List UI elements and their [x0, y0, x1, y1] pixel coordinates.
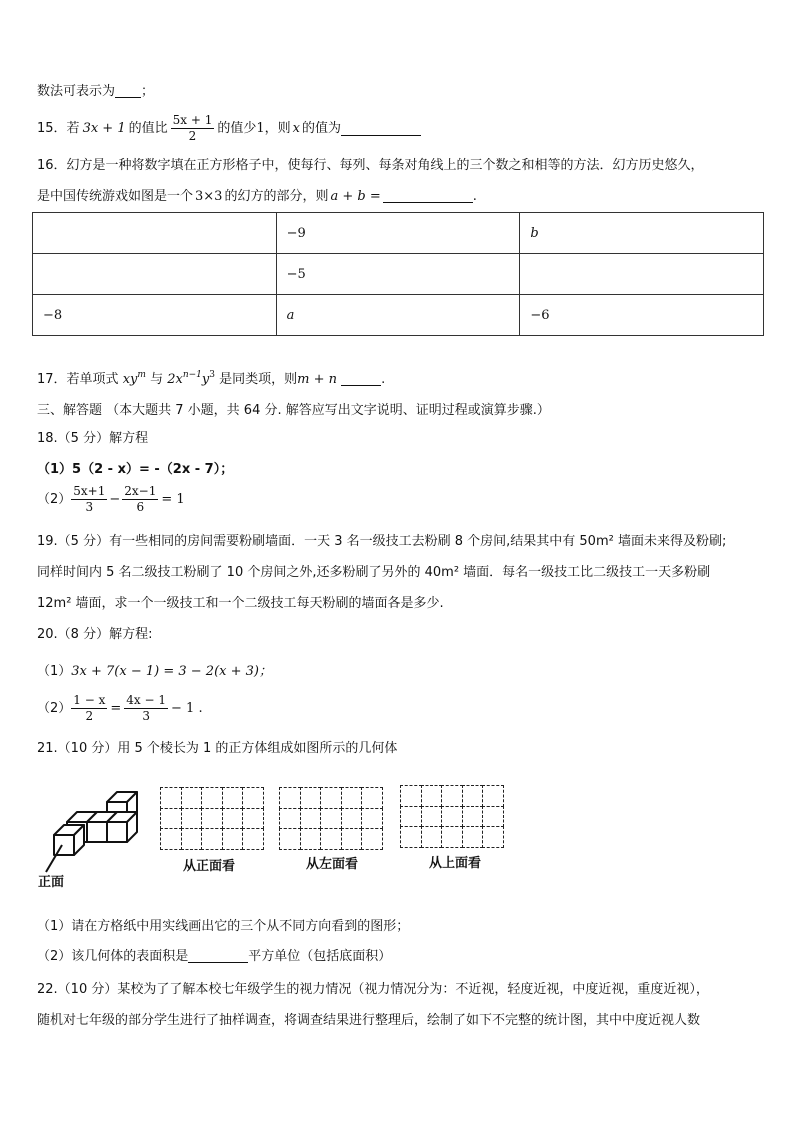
- grid-cell[interactable]: [361, 808, 383, 830]
- question-22-line1: 22.（10 分）某校为了了解本校七年级学生的视力情况（视力情况分为：不近视，轻度近视，中度近视，重度近视），: [37, 982, 709, 997]
- grid-cell[interactable]: [279, 787, 301, 809]
- table-cell: a: [276, 295, 520, 336]
- grid-cell[interactable]: [300, 787, 322, 809]
- grid-cell[interactable]: [421, 806, 443, 828]
- grid-cell[interactable]: [482, 806, 504, 828]
- table-row: [33, 254, 764, 295]
- grid-cell[interactable]: [482, 785, 504, 807]
- grid-paper-front[interactable]: [160, 787, 263, 849]
- magic-square-table: [32, 212, 764, 336]
- grid-cell[interactable]: [300, 808, 322, 830]
- answer-blank: [341, 373, 381, 386]
- question-18-part1: （1）5（2 - x）= -（2x - 7）；: [37, 462, 234, 477]
- question-21-part2: （2）该几何体的表面积是 平方单位（包括底面积）: [37, 949, 392, 964]
- question-18-part2: （2） $\frac{5x+1}{3}$ − $\frac{2x-1}{6}$ = 1: [37, 484, 185, 515]
- question-21-part1: （1）请在方格纸中用实线画出它的三个从不同方向看到的图形；: [37, 919, 410, 934]
- grid-cell[interactable]: [279, 808, 301, 830]
- table-cell: [33, 254, 277, 295]
- grid-cell[interactable]: [201, 787, 223, 809]
- grid-cell[interactable]: [160, 787, 182, 809]
- question-20-part1: （1）3x + 7(x − 1) = 3 − 2(x + 3)；: [37, 664, 272, 679]
- question-19-line1: 19.（5 分）有一些相同的房间需要粉刷墙面．一天 3 名一级技工去粉刷 8 个房间,结果其中有 50m² 墙面未来得及粉刷;: [37, 534, 727, 549]
- table-cell: −9: [276, 213, 520, 254]
- grid-cell[interactable]: [181, 808, 203, 830]
- answer-blank: [188, 950, 248, 963]
- grid-cell[interactable]: [222, 828, 244, 850]
- grid-cell[interactable]: [400, 785, 422, 807]
- grid-paper-top[interactable]: [400, 785, 503, 847]
- section-heading: 三、解答题 （本大题共 7 小题，共 64 分. 解答应写出文字说明、证明过程或演算步骤.）: [37, 403, 550, 418]
- view-label-left: 从左面看: [306, 857, 359, 872]
- fraction: $\frac{5x + 1}{2}$: [172, 113, 213, 144]
- grid-cell[interactable]: [361, 828, 383, 850]
- fraction: $\frac{1 - x}{2}$: [73, 693, 106, 724]
- question-16-line2: 是中国传统游戏如图是一个 3×3 的幻方的部分，则 a + b = .: [37, 189, 477, 204]
- grid-cell[interactable]: [181, 787, 203, 809]
- grid-cell[interactable]: [181, 828, 203, 850]
- grid-cell[interactable]: [341, 828, 363, 850]
- question-22-line2: 随机对七年级的部分学生进行了抽样调查，将调查结果进行整理后，绘制了如下不完整的统计图，其中中度近视人数: [37, 1013, 701, 1028]
- grid-cell[interactable]: [242, 808, 264, 830]
- grid-cell[interactable]: [279, 828, 301, 850]
- grid-cell[interactable]: [201, 828, 223, 850]
- fraction: $\frac{5x+1}{3}$: [73, 484, 106, 515]
- view-label-top: 从上面看: [429, 856, 482, 871]
- question-21-title: 21.（10 分）用 5 个棱长为 1 的正方体组成如图所示的几何体: [37, 741, 398, 756]
- grid-cell[interactable]: [242, 828, 264, 850]
- question-20-title: 20.（8 分）解方程:: [37, 627, 153, 642]
- prev-question-tail: 数法可表示为 ；: [37, 84, 155, 99]
- question-20-part2: （2） $\frac{1 - x}{2}$ = $\frac{4x - 1}{3}$ − 1 .: [37, 693, 203, 724]
- question-17: 17．若单项式 $xy^m$ 与 $2x^{n-1}y^3$ 是同类项，则m + n .: [37, 370, 386, 387]
- grid-cell[interactable]: [320, 828, 342, 850]
- grid-cell[interactable]: [160, 828, 182, 850]
- grid-cell[interactable]: [441, 785, 463, 807]
- question-19-line3: 12m² 墙面，求一个一级技工和一个二级技工每天粉刷的墙面各是多少.: [37, 596, 444, 611]
- question-18-title: 18.（5 分）解方程: [37, 431, 149, 446]
- view-label-front: 从正面看: [183, 859, 236, 874]
- grid-cell[interactable]: [320, 808, 342, 830]
- grid-cell[interactable]: [242, 787, 264, 809]
- grid-cell[interactable]: [421, 826, 443, 848]
- answer-blank: [341, 121, 421, 136]
- table-cell: [520, 254, 764, 295]
- grid-cell[interactable]: [441, 826, 463, 848]
- grid-cell[interactable]: [361, 787, 383, 809]
- grid-cell[interactable]: [341, 808, 363, 830]
- grid-cell[interactable]: [300, 828, 322, 850]
- grid-cell[interactable]: [462, 826, 484, 848]
- grid-cell[interactable]: [341, 787, 363, 809]
- table-cell: −6: [520, 295, 764, 336]
- table-cell: −5: [276, 254, 520, 295]
- grid-paper-left[interactable]: [279, 787, 382, 849]
- table-cell: −8: [33, 295, 277, 336]
- grid-cell[interactable]: [400, 806, 422, 828]
- front-label: 正面: [38, 875, 65, 890]
- grid-cell[interactable]: [160, 808, 182, 830]
- grid-cell[interactable]: [482, 826, 504, 848]
- grid-cell[interactable]: [320, 787, 342, 809]
- grid-cell[interactable]: [441, 806, 463, 828]
- fraction: $\frac{4x - 1}{3}$: [126, 693, 167, 724]
- grid-cell[interactable]: [462, 806, 484, 828]
- grid-cell[interactable]: [400, 826, 422, 848]
- table-cell: b: [520, 213, 764, 254]
- grid-cell[interactable]: [421, 785, 443, 807]
- table-cell: [33, 213, 277, 254]
- grid-cell[interactable]: [222, 787, 244, 809]
- fraction: $\frac{2x-1}{6}$: [124, 484, 157, 515]
- question-15: 15． 若 3x + 1 的值比 $\frac{5x + 1}{2}$ 的值少 1 ，则 x 的值为: [37, 114, 421, 143]
- table-row: [33, 213, 764, 254]
- grid-cell[interactable]: [462, 785, 484, 807]
- grid-cell[interactable]: [222, 808, 244, 830]
- table-row: [33, 295, 764, 336]
- grid-cell[interactable]: [201, 808, 223, 830]
- question-16-line1: 16．幻方是一种将数字填在正方形格子中，使每行、每列、每条对角线上的三个数之和相等的方法．幻方历史悠久，: [37, 158, 704, 173]
- question-19-line2: 同样时间内 5 名二级技工粉刷了 10 个房间之外,还多粉刷了另外的 40m² 墙面．每名一级技工比二级技工一天多粉刷: [37, 565, 711, 580]
- answer-blank: [383, 189, 473, 203]
